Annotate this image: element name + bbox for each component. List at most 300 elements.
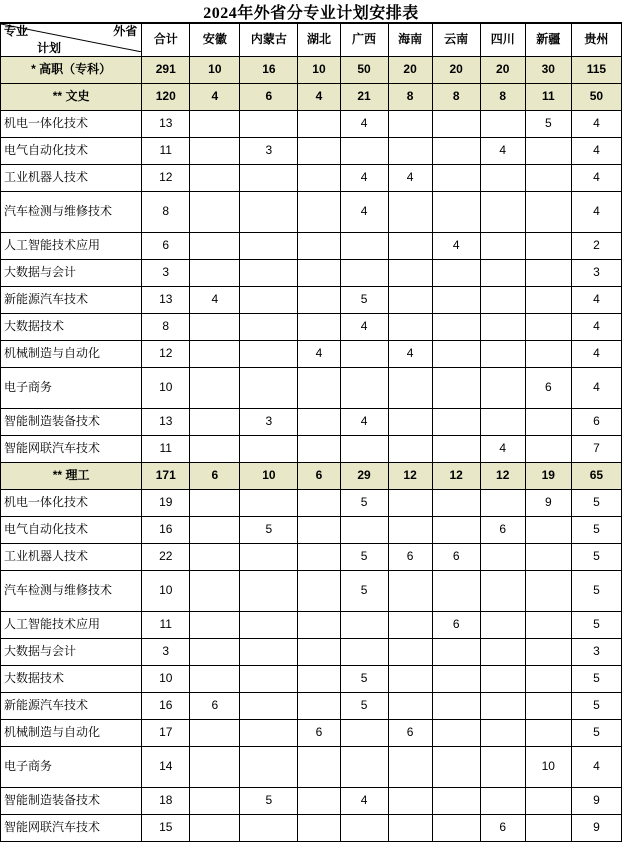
row-value-cell <box>190 666 240 693</box>
table-row <box>1 165 622 192</box>
row-value-cell: 6 <box>388 720 432 747</box>
row-value-cell: 3 <box>240 409 298 436</box>
row-value-cell <box>190 639 240 666</box>
row-value-cell: 9 <box>571 815 621 842</box>
table-row <box>1 815 622 842</box>
row-value-cell: 5 <box>240 517 298 544</box>
table-row <box>1 720 622 747</box>
row-value-cell <box>525 341 571 368</box>
table-group-row <box>1 57 622 84</box>
row-value-cell <box>298 571 340 612</box>
row-value-cell <box>240 368 298 409</box>
row-value-cell <box>298 666 340 693</box>
row-total-cell: 12 <box>142 341 190 368</box>
row-value-cell <box>525 693 571 720</box>
row-value-cell <box>388 192 432 233</box>
row-label: 电子商务 <box>1 368 142 409</box>
row-value-cell <box>432 111 480 138</box>
row-value-cell <box>240 341 298 368</box>
row-value-cell <box>298 544 340 571</box>
column-header: 合计 <box>142 24 190 57</box>
row-value-cell <box>432 517 480 544</box>
row-value-cell <box>432 260 480 287</box>
row-value-cell <box>480 490 525 517</box>
row-value-cell <box>298 490 340 517</box>
row-value-cell: 20 <box>480 57 525 84</box>
row-value-cell <box>240 287 298 314</box>
row-label: 机械制造与自动化 <box>1 720 142 747</box>
row-value-cell <box>190 368 240 409</box>
row-value-cell <box>240 571 298 612</box>
row-value-cell: 21 <box>340 84 388 111</box>
row-value-cell <box>190 490 240 517</box>
row-value-cell: 5 <box>240 788 298 815</box>
row-value-cell: 65 <box>571 463 621 490</box>
row-total-cell: 22 <box>142 544 190 571</box>
row-value-cell <box>340 720 388 747</box>
row-value-cell: 9 <box>525 490 571 517</box>
row-value-cell <box>298 517 340 544</box>
document-title-bar <box>0 0 622 23</box>
row-value-cell <box>298 693 340 720</box>
row-value-cell: 4 <box>388 165 432 192</box>
table-row <box>1 233 622 260</box>
row-value-cell: 5 <box>340 571 388 612</box>
row-value-cell <box>480 639 525 666</box>
row-value-cell: 16 <box>240 57 298 84</box>
row-value-cell <box>388 314 432 341</box>
row-value-cell <box>480 693 525 720</box>
row-value-cell <box>190 260 240 287</box>
row-value-cell: 4 <box>190 84 240 111</box>
row-value-cell <box>240 747 298 788</box>
table-row <box>1 192 622 233</box>
row-value-cell: 6 <box>298 720 340 747</box>
row-label: 大数据与会计 <box>1 639 142 666</box>
row-total-cell: 10 <box>142 666 190 693</box>
row-value-cell <box>340 368 388 409</box>
row-value-cell: 4 <box>340 788 388 815</box>
row-value-cell <box>240 436 298 463</box>
row-value-cell: 12 <box>388 463 432 490</box>
page-title: 2024年外省分专业计划安排表 <box>203 4 419 22</box>
row-value-cell: 4 <box>340 192 388 233</box>
row-value-cell <box>480 747 525 788</box>
row-value-cell <box>432 409 480 436</box>
column-header: 四川 <box>480 24 525 57</box>
row-value-cell: 7 <box>571 436 621 463</box>
row-value-cell: 4 <box>298 84 340 111</box>
corner-plan-label: 计划 <box>37 41 62 56</box>
row-total-cell: 11 <box>142 436 190 463</box>
row-value-cell: 115 <box>571 57 621 84</box>
row-value-cell <box>298 788 340 815</box>
table-row <box>1 693 622 720</box>
row-value-cell <box>525 788 571 815</box>
row-total-cell: 13 <box>142 287 190 314</box>
row-value-cell <box>298 287 340 314</box>
row-label: 人工智能技术应用 <box>1 233 142 260</box>
column-header: 湖北 <box>298 24 340 57</box>
row-value-cell: 4 <box>480 436 525 463</box>
row-value-cell <box>432 368 480 409</box>
column-header: 海南 <box>388 24 432 57</box>
row-value-cell <box>432 788 480 815</box>
row-value-cell <box>388 490 432 517</box>
row-value-cell <box>240 233 298 260</box>
row-value-cell: 6 <box>190 463 240 490</box>
table-group-row <box>1 84 622 111</box>
row-value-cell: 4 <box>571 111 621 138</box>
row-value-cell: 6 <box>190 693 240 720</box>
row-value-cell <box>298 639 340 666</box>
table-group-row <box>1 463 622 490</box>
row-value-cell <box>388 111 432 138</box>
column-header: 贵州 <box>571 24 621 57</box>
row-value-cell: 5 <box>571 693 621 720</box>
row-value-cell <box>240 666 298 693</box>
row-total-cell: 16 <box>142 693 190 720</box>
row-value-cell <box>240 612 298 639</box>
row-value-cell: 5 <box>571 666 621 693</box>
row-value-cell: 4 <box>571 314 621 341</box>
row-label: 智能网联汽车技术 <box>1 815 142 842</box>
row-value-cell <box>298 815 340 842</box>
row-total-cell: 18 <box>142 788 190 815</box>
row-value-cell <box>340 612 388 639</box>
row-value-cell <box>340 436 388 463</box>
row-label: 机电一体化技术 <box>1 490 142 517</box>
row-value-cell <box>432 287 480 314</box>
table-row <box>1 436 622 463</box>
row-value-cell <box>340 260 388 287</box>
row-value-cell: 5 <box>571 490 621 517</box>
row-value-cell: 6 <box>432 612 480 639</box>
row-value-cell <box>388 233 432 260</box>
row-label: 机电一体化技术 <box>1 111 142 138</box>
row-value-cell <box>525 287 571 314</box>
row-value-cell <box>432 314 480 341</box>
row-value-cell: 30 <box>525 57 571 84</box>
row-value-cell <box>298 368 340 409</box>
row-value-cell: 8 <box>432 84 480 111</box>
row-value-cell <box>388 260 432 287</box>
row-label: 人工智能技术应用 <box>1 612 142 639</box>
column-header: 安徽 <box>190 24 240 57</box>
row-label: ** 文史 <box>1 84 142 111</box>
row-value-cell: 6 <box>240 84 298 111</box>
row-value-cell: 4 <box>571 192 621 233</box>
row-value-cell <box>388 639 432 666</box>
row-value-cell <box>340 815 388 842</box>
row-value-cell <box>525 165 571 192</box>
row-value-cell <box>190 747 240 788</box>
row-total-cell: 14 <box>142 747 190 788</box>
table-row <box>1 571 622 612</box>
row-value-cell: 9 <box>571 788 621 815</box>
row-total-cell: 11 <box>142 612 190 639</box>
row-label: 智能制造装备技术 <box>1 409 142 436</box>
row-value-cell: 4 <box>571 138 621 165</box>
column-header: 云南 <box>432 24 480 57</box>
row-value-cell <box>298 260 340 287</box>
row-label: 电子商务 <box>1 747 142 788</box>
row-value-cell: 4 <box>432 233 480 260</box>
row-value-cell <box>240 490 298 517</box>
row-value-cell <box>298 111 340 138</box>
row-total-cell: 15 <box>142 815 190 842</box>
row-total-cell: 171 <box>142 463 190 490</box>
table-row <box>1 368 622 409</box>
table-row <box>1 666 622 693</box>
row-value-cell <box>480 314 525 341</box>
row-value-cell: 4 <box>340 111 388 138</box>
row-label: 电气自动化技术 <box>1 138 142 165</box>
row-value-cell: 8 <box>480 84 525 111</box>
row-value-cell <box>388 436 432 463</box>
row-value-cell: 11 <box>525 84 571 111</box>
table-row <box>1 287 622 314</box>
row-value-cell <box>432 341 480 368</box>
row-value-cell <box>340 341 388 368</box>
row-value-cell <box>432 639 480 666</box>
row-value-cell: 6 <box>388 544 432 571</box>
row-value-cell: 8 <box>388 84 432 111</box>
row-value-cell: 5 <box>571 612 621 639</box>
row-value-cell <box>480 287 525 314</box>
row-value-cell <box>525 612 571 639</box>
row-value-cell: 2 <box>571 233 621 260</box>
row-value-cell: 4 <box>571 747 621 788</box>
row-value-cell: 4 <box>571 287 621 314</box>
row-label: 电气自动化技术 <box>1 517 142 544</box>
row-value-cell: 6 <box>480 815 525 842</box>
row-label: 机械制造与自动化 <box>1 341 142 368</box>
row-value-cell <box>240 815 298 842</box>
row-value-cell <box>480 341 525 368</box>
row-value-cell: 6 <box>525 368 571 409</box>
row-value-cell <box>432 490 480 517</box>
row-value-cell: 20 <box>432 57 480 84</box>
row-value-cell <box>388 571 432 612</box>
row-value-cell: 6 <box>571 409 621 436</box>
row-value-cell: 5 <box>340 490 388 517</box>
table-row <box>1 111 622 138</box>
row-value-cell <box>525 233 571 260</box>
row-value-cell <box>298 436 340 463</box>
row-value-cell <box>388 666 432 693</box>
row-total-cell: 16 <box>142 517 190 544</box>
row-label: * 高职（专科） <box>1 57 142 84</box>
row-value-cell <box>525 639 571 666</box>
row-value-cell <box>388 517 432 544</box>
row-value-cell: 10 <box>298 57 340 84</box>
row-value-cell: 5 <box>340 666 388 693</box>
enrollment-plan-table <box>0 23 622 842</box>
row-value-cell <box>432 165 480 192</box>
row-value-cell <box>525 436 571 463</box>
row-label: 大数据技术 <box>1 666 142 693</box>
row-value-cell <box>480 233 525 260</box>
row-value-cell <box>340 747 388 788</box>
row-total-cell: 13 <box>142 409 190 436</box>
row-value-cell <box>525 409 571 436</box>
row-value-cell: 3 <box>240 138 298 165</box>
row-value-cell <box>432 192 480 233</box>
row-value-cell: 4 <box>298 341 340 368</box>
row-value-cell: 4 <box>340 165 388 192</box>
row-value-cell: 5 <box>525 111 571 138</box>
row-value-cell <box>340 517 388 544</box>
table-row <box>1 612 622 639</box>
row-value-cell: 50 <box>571 84 621 111</box>
row-total-cell: 120 <box>142 84 190 111</box>
row-value-cell <box>525 138 571 165</box>
row-total-cell: 19 <box>142 490 190 517</box>
table-row <box>1 138 622 165</box>
table-row <box>1 544 622 571</box>
column-header: 新疆 <box>525 24 571 57</box>
row-value-cell: 4 <box>480 138 525 165</box>
table-header-row <box>1 24 622 57</box>
row-value-cell <box>480 544 525 571</box>
row-value-cell: 10 <box>190 57 240 84</box>
row-value-cell <box>190 341 240 368</box>
row-value-cell <box>480 111 525 138</box>
row-value-cell: 6 <box>480 517 525 544</box>
row-value-cell: 5 <box>571 517 621 544</box>
row-total-cell: 8 <box>142 314 190 341</box>
row-value-cell: 4 <box>571 368 621 409</box>
row-value-cell <box>480 409 525 436</box>
row-label: 工业机器人技术 <box>1 544 142 571</box>
table-row <box>1 639 622 666</box>
column-header: 广西 <box>340 24 388 57</box>
row-value-cell <box>340 639 388 666</box>
row-value-cell <box>432 138 480 165</box>
row-total-cell: 291 <box>142 57 190 84</box>
row-value-cell: 5 <box>340 693 388 720</box>
row-value-cell: 5 <box>571 544 621 571</box>
row-value-cell <box>432 666 480 693</box>
row-value-cell: 4 <box>340 314 388 341</box>
row-value-cell <box>388 693 432 720</box>
row-value-cell <box>190 571 240 612</box>
row-value-cell <box>298 409 340 436</box>
row-value-cell <box>340 233 388 260</box>
row-value-cell <box>480 571 525 612</box>
row-value-cell <box>388 788 432 815</box>
table-row <box>1 314 622 341</box>
row-label: 工业机器人技术 <box>1 165 142 192</box>
row-value-cell: 10 <box>525 747 571 788</box>
row-value-cell <box>240 720 298 747</box>
row-value-cell <box>388 138 432 165</box>
table-row <box>1 747 622 788</box>
row-value-cell <box>388 815 432 842</box>
row-value-cell <box>190 815 240 842</box>
row-value-cell <box>432 436 480 463</box>
row-value-cell <box>388 747 432 788</box>
row-value-cell <box>190 788 240 815</box>
row-value-cell <box>190 517 240 544</box>
table-row <box>1 517 622 544</box>
table-corner-header <box>1 24 142 57</box>
table-row <box>1 788 622 815</box>
row-value-cell <box>388 409 432 436</box>
row-value-cell: 50 <box>340 57 388 84</box>
row-value-cell <box>525 666 571 693</box>
row-value-cell: 4 <box>571 341 621 368</box>
row-value-cell <box>432 720 480 747</box>
row-value-cell <box>298 612 340 639</box>
row-value-cell <box>190 544 240 571</box>
row-value-cell <box>240 165 298 192</box>
row-label: 智能网联汽车技术 <box>1 436 142 463</box>
row-value-cell: 10 <box>240 463 298 490</box>
row-total-cell: 6 <box>142 233 190 260</box>
row-value-cell <box>190 138 240 165</box>
row-value-cell <box>432 747 480 788</box>
row-value-cell <box>480 260 525 287</box>
row-value-cell <box>525 720 571 747</box>
row-value-cell <box>190 409 240 436</box>
row-value-cell <box>190 314 240 341</box>
row-value-cell <box>480 368 525 409</box>
row-value-cell: 6 <box>432 544 480 571</box>
row-value-cell <box>190 192 240 233</box>
row-value-cell: 4 <box>571 165 621 192</box>
row-value-cell: 5 <box>340 544 388 571</box>
row-label: 新能源汽车技术 <box>1 287 142 314</box>
column-header: 内蒙古 <box>240 24 298 57</box>
row-total-cell: 13 <box>142 111 190 138</box>
row-value-cell <box>525 815 571 842</box>
row-value-cell <box>432 571 480 612</box>
row-value-cell <box>480 666 525 693</box>
row-label: 汽车检测与维修技术 <box>1 571 142 612</box>
row-value-cell <box>525 544 571 571</box>
row-label: 汽车检测与维修技术 <box>1 192 142 233</box>
row-value-cell <box>480 720 525 747</box>
row-value-cell <box>190 165 240 192</box>
row-value-cell: 4 <box>388 341 432 368</box>
row-value-cell: 12 <box>480 463 525 490</box>
row-value-cell: 19 <box>525 463 571 490</box>
row-value-cell <box>480 612 525 639</box>
row-label: 大数据技术 <box>1 314 142 341</box>
row-value-cell <box>480 192 525 233</box>
row-total-cell: 3 <box>142 260 190 287</box>
row-value-cell <box>190 436 240 463</box>
row-value-cell <box>240 314 298 341</box>
row-value-cell <box>298 314 340 341</box>
row-value-cell <box>432 815 480 842</box>
row-value-cell <box>525 260 571 287</box>
row-value-cell <box>190 111 240 138</box>
row-value-cell <box>240 693 298 720</box>
row-total-cell: 10 <box>142 368 190 409</box>
row-total-cell: 17 <box>142 720 190 747</box>
row-value-cell: 29 <box>340 463 388 490</box>
table-row <box>1 490 622 517</box>
row-value-cell <box>388 612 432 639</box>
row-value-cell <box>190 233 240 260</box>
row-value-cell: 20 <box>388 57 432 84</box>
row-value-cell: 12 <box>432 463 480 490</box>
row-value-cell <box>298 165 340 192</box>
row-value-cell <box>525 314 571 341</box>
